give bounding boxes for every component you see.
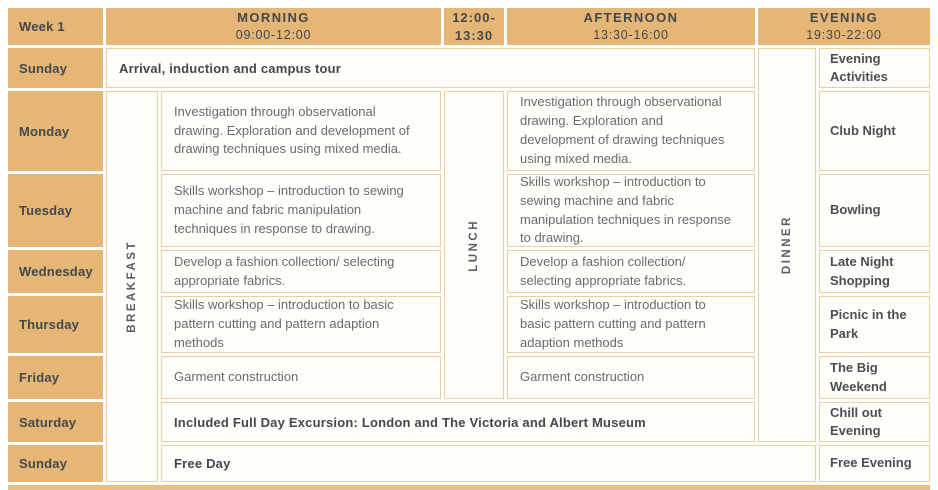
evening-tuesday	[819, 174, 930, 247]
morning-wednesday	[161, 250, 441, 293]
dinner-label: DINNER	[781, 215, 793, 275]
arrival-text: Arrival, induction and campus tour	[119, 60, 342, 76]
morning-tuesday	[161, 174, 441, 247]
morning-thursday	[161, 296, 441, 353]
afternoon-monday-text: Investigation through observational drawing. Exploration and development of drawing techniques using mixed media.	[520, 94, 725, 166]
morning-wednesday-text: Develop a fashion collection/ selecting appropriate fabrics.	[174, 253, 395, 288]
afternoon-thursday-text: Skills workshop – introduction to basic pattern cutting and pattern adaption methods	[520, 297, 706, 350]
afternoon-tuesday-text: Skills workshop – introduction to sewing machine and fabric manipulation techniques in response to drawing.	[520, 173, 732, 246]
day-cell-monday: Monday	[8, 91, 103, 171]
evening-wednesday	[819, 250, 930, 293]
morning-monday	[161, 91, 441, 171]
evening-friday-text: The Big Weekend	[830, 360, 887, 394]
header-lunch-line1: 12:00-	[452, 9, 496, 25]
excursion-text: Included Full Day Excursion: London and The Victoria and Albert Museum	[174, 414, 646, 430]
header-afternoon-time: 13:30-16:00	[593, 27, 669, 42]
day-cell-wednesday: Wednesday	[8, 250, 103, 293]
evening-sunday1	[819, 48, 930, 88]
morning-friday	[161, 356, 441, 399]
header-afternoon-title: AFTERNOON	[583, 10, 679, 26]
header-morning-time: 09:00-12:00	[235, 27, 312, 42]
evening-saturday-text: Chill out Evening	[830, 404, 882, 438]
evening-saturday	[819, 402, 930, 442]
evening-wednesday-text: Late Night Shopping	[830, 254, 894, 288]
day-cell-saturday: Saturday	[8, 402, 103, 442]
evening-monday-text: Club Night	[830, 122, 896, 138]
afternoon-thursday	[507, 296, 755, 353]
timetable-grid	[8, 8, 930, 482]
header-evening-time: 19:30-22:00	[806, 27, 882, 42]
evening-thursday	[819, 296, 930, 353]
day-cell-friday: Friday	[8, 356, 103, 399]
free-day-cell	[161, 445, 816, 482]
header-lunch-line2: 13:30	[454, 27, 494, 43]
evening-friday	[819, 356, 930, 399]
header-evening	[758, 8, 930, 45]
evening-sunday2-text: Free Evening	[830, 455, 912, 471]
header-morning	[106, 8, 441, 45]
day-cell-sunday1: Sunday	[8, 48, 103, 88]
dinner-column	[758, 48, 816, 442]
day-cell-tuesday: Tuesday	[8, 174, 103, 247]
evening-sunday1-text: Evening Activities	[830, 50, 888, 84]
afternoon-friday	[507, 356, 755, 399]
free-day-text: Free Day	[174, 456, 231, 471]
header-evening-title: EVENING	[809, 10, 879, 26]
table-bottom-border	[8, 485, 930, 490]
header-morning-title: MORNING	[237, 10, 310, 26]
afternoon-monday	[507, 91, 755, 171]
afternoon-wednesday	[507, 250, 755, 293]
morning-friday-text: Garment construction	[174, 369, 299, 385]
afternoon-wednesday-text: Develop a fashion collection/ selecting appropriate fabrics.	[520, 253, 687, 288]
morning-thursday-text: Skills workshop – introduction to basic pattern cutting and pattern adaption methods	[174, 297, 394, 350]
arrival-cell	[106, 48, 755, 88]
evening-monday	[819, 91, 930, 171]
day-cell-sunday2: Sunday	[8, 445, 103, 482]
lunch-column	[444, 91, 504, 399]
afternoon-tuesday	[507, 174, 755, 247]
header-afternoon	[507, 8, 755, 45]
breakfast-column	[106, 91, 158, 482]
lunch-label: LUNCH	[468, 218, 480, 272]
week-label: Week 1	[8, 8, 103, 45]
morning-monday-text: Investigation through observational drawing. Exploration and development of drawing techniques using mixed media.	[174, 103, 410, 157]
morning-tuesday-text: Skills workshop – introduction to sewing machine and fabric manipulation techniques in response to drawing.	[174, 183, 404, 236]
day-cell-thursday: Thursday	[8, 296, 103, 353]
evening-thursday-text: Picnic in the Park	[830, 307, 907, 341]
evening-tuesday-text: Bowling	[830, 202, 881, 218]
header-lunch-break	[444, 8, 504, 45]
breakfast-label: BREAKFAST	[126, 240, 138, 333]
afternoon-friday-text: Garment construction	[520, 369, 645, 385]
evening-sunday2	[819, 445, 930, 482]
excursion-cell	[161, 402, 755, 442]
